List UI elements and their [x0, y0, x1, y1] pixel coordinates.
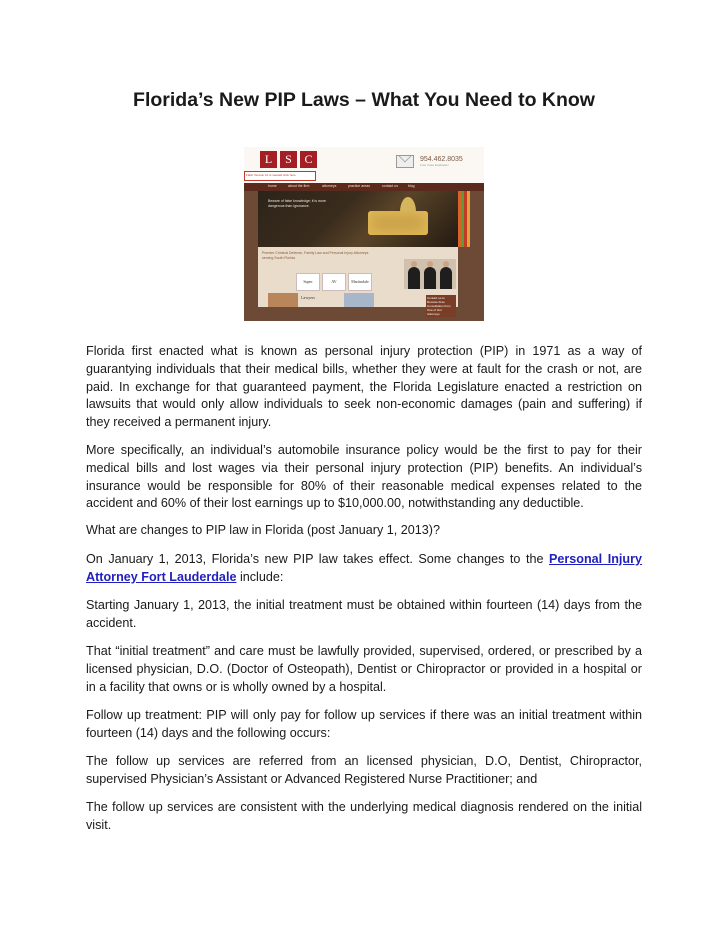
paragraph: The follow up services are consistent with the underlying medical diagnosis rendered on the initial visit. [86, 800, 642, 832]
personal-injury-attorney-link[interactable]: Personal Injury Attorney Fort Lauderdale [86, 552, 642, 584]
color-stripes [458, 191, 470, 247]
paragraph-text: On January 1, 2013, Florida’s new PIP law takes effect. Some changes to the [86, 552, 549, 566]
paragraph: Follow up treatment: PIP will only pay for follow up services if there was an initial treatment within fourteen (14) days and the following occurs: [86, 708, 642, 740]
paragraph: The follow up services are referred from an licensed physician, D.O, Dentist, Chiropractor, supervised Physician’s Assistant or Advanced Registered Nurse Practitioner; and [86, 754, 642, 786]
paragraph: Starting January 1, 2013, the initial treatment must be obtained within fourteen (14) days from the accident. [86, 598, 642, 630]
gavel-graphic [368, 211, 428, 235]
logo-letter: C [300, 151, 317, 168]
site-nav-item: contact us [382, 184, 398, 188]
intro-text: Premier Criminal Defense, Family Law and Personal Injury Attorneys serving South Florida [262, 251, 369, 260]
thumbnail-photo [268, 293, 298, 307]
person-figure [408, 267, 420, 289]
person-figure [440, 267, 452, 289]
site-nav-item: practice areas [348, 184, 370, 188]
site-logo [260, 151, 317, 168]
award-badge: Super Lawyers [296, 273, 320, 291]
attorneys-photo [404, 259, 456, 289]
paragraph: That “initial treatment” and care must be lawfully provided, supervised, ordered, or prescribed by a licensed physician, D.O. (Doctor of Osteopath), Dentist or Chiropractor or provided in a hospital or in a facility that owns or is wholly owned by a hospital. [86, 644, 642, 694]
site-nav-item: about the firm [288, 184, 310, 188]
logo-letter: S [280, 151, 297, 168]
flash-notice: Flash Version 10 is needed click here [244, 171, 316, 181]
page-title: Florida’s New PIP Laws – What You Need to Know [133, 89, 595, 111]
site-content-area [258, 247, 458, 316]
award-badge: Martindale [348, 273, 372, 291]
site-nav-item: home [268, 184, 277, 188]
site-hero-banner [258, 191, 458, 247]
site-nav-item: blog [408, 184, 415, 188]
person-figure [424, 267, 436, 289]
paragraph: Florida first enacted what is known as personal injury protection (PIP) in 1971 as a way of guarantying individuals that their medical bills, whether they were at fault for the crash or not, are paid. In exchange for that guaranteed payment, the Florida Legislature enacted a restriction on lawsuits that would only allow individuals to seek non-economic damages (pain and suffering) if they received a permanent injury. [86, 344, 642, 430]
site-nav-item: attorneys [322, 184, 337, 188]
contact-box: Contact us to Receive Free Consultation from One of Our Attorneys [426, 295, 456, 317]
hero-quote: Beware of false knowledge; it is more dangerous than ignorance. [268, 199, 326, 208]
paragraph-with-link [86, 551, 642, 587]
paragraph: More specifically, an individual’s automobile insurance policy would be the first to pay for their medical bills and lost wages via their personal injury protection (PIP) benefits. An individual’s insurance would be responsible for 80% of their reasonable medical expenses related to the accident and 60% of their lost earnings up to $10,000.00, notwithstanding any deductible. [86, 443, 642, 511]
stripe [467, 191, 470, 247]
site-header [244, 147, 484, 183]
site-nav [244, 183, 484, 191]
thumbnail-photo [344, 293, 374, 307]
envelope-icon [396, 155, 414, 168]
logo-letter: L [260, 151, 277, 168]
website-screenshot-image [244, 147, 484, 321]
award-badge: AV [322, 273, 346, 291]
phone-subtext: Free Case Evaluation [420, 163, 449, 167]
phone-number: 954.462.8035 [420, 156, 463, 163]
paragraph-text: include: [236, 569, 284, 584]
site-phone [420, 156, 463, 167]
paragraph: What are changes to PIP law in Florida (post January 1, 2013)? [86, 523, 440, 537]
